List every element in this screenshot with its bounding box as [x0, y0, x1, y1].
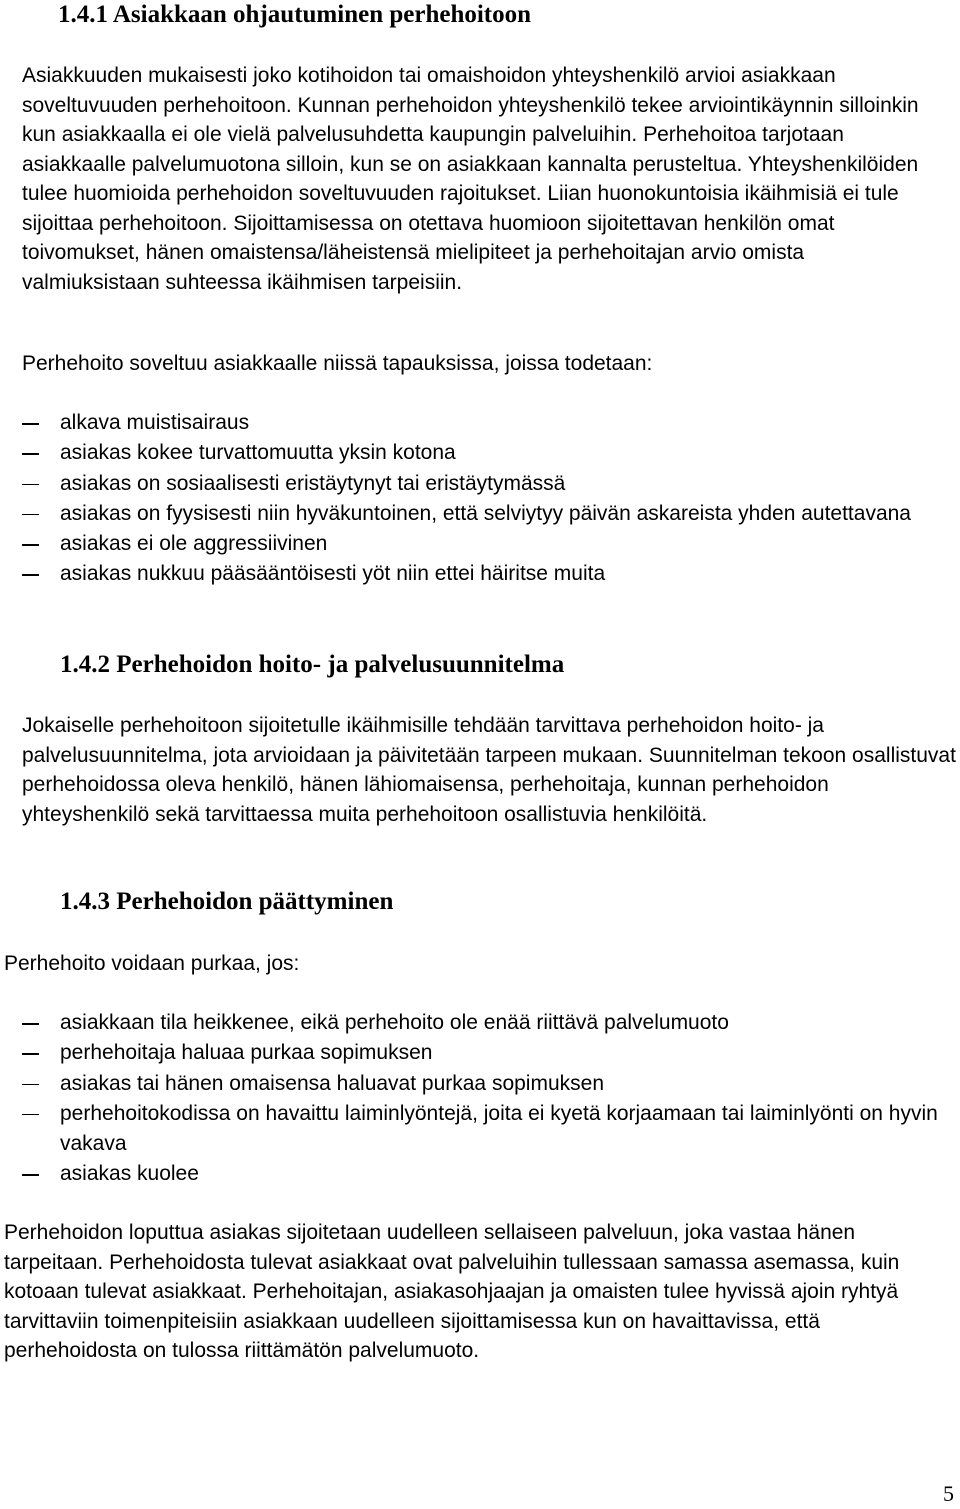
section-heading-1-4-1: 1.4.1 Asiakkaan ohjautuminen perhehoitoon [58, 1, 532, 28]
list-item: asiakas kokee turvattomuutta yksin kotona [22, 438, 952, 468]
list-item: perhehoitaja haluaa purkaa sopimuksen [22, 1038, 952, 1068]
paragraph-after-care: Perhehoidon loputtua asiakas sijoitetaan uudelleen sellaiseen palveluun, joka vastaa hänen tarpeitaan. Perhehoidosta tulevat asiakkaat ovat palveluihin tullessaan samassa asemassa, kuin kotoaan tulevat asiakkaat. Perhehoitajan, asiakasohjaajan ja omaisten tulee hyvissä ajoin ryhtyä tarvittaviin toimenpiteisiin asiakkaan uudelleen sijoittamisessa kun on havaittavissa, että perhehoidosta on tulossa riittämätön palvelumuoto. [4, 1221, 900, 1362]
paragraph-termination-lead: Perhehoito voidaan purkaa, jos: [4, 952, 300, 975]
list-item: asiakas nukkuu pääsääntöisesti yöt niin ettei häiritse muita [22, 559, 952, 589]
list-item: perhehoitokodissa on havaittu laiminlyöntejä, joita ei kyetä korjaamaan tai laiminlyönti on hyvin vakava [22, 1099, 952, 1160]
list-item: alkava muistisairaus [22, 408, 952, 438]
list-item: asiakas kuolee [22, 1159, 952, 1189]
list-item: asiakkaan tila heikkenee, eikä perhehoito ole enää riittävä palvelumuoto [22, 1008, 952, 1038]
list-item: asiakas on fyysisesti niin hyväkuntoinen, että selviytyy päivän askareista yhden autettavana [22, 499, 952, 529]
list-item: asiakas tai hänen omaisensa haluavat purkaa sopimuksen [22, 1069, 952, 1099]
suitability-list [22, 408, 952, 590]
section-heading-1-4-3: 1.4.3 Perhehoidon päättyminen [60, 888, 394, 915]
paragraph-intro: Asiakkuuden mukaisesti joko kotihoidon tai omaishoidon yhteyshenkilö arvioi asiakkaan soveltuvuuden perhehoitoon. Kunnan perhehoidon yhteyshenkilö tekee arviointikäynnin silloinkin kun asiakkaalla ei ole vielä palvelusuhdetta kaupungin palveluihin. Perhehoitoa tarjotaan asiakkaalle palvelumuotona silloin, kun se on asiakkaan kannalta perusteltua. Yhteyshenkilöiden tulee huomioida perhehoidon soveltuvuuden rajoitukset. Liian huonokuntoisia ikäihmisiä ei tule sijoittaa perhehoitoon. Sijoittamisessa on otettava huomioon sijoitettavan henkilön omat toivomukset, hänen omaistensa/läheistensä mielipiteet ja perhehoitajan arvio omista valmiuksistaan suhteessa ikäihmisen tarpeisiin. [22, 64, 919, 294]
termination-list [22, 1008, 952, 1190]
list-item: asiakas ei ole aggressiivinen [22, 529, 952, 559]
section-heading-1-4-2: 1.4.2 Perhehoidon hoito- ja palvelusuunnitelma [60, 651, 565, 678]
paragraph-suitability-lead: Perhehoito soveltuu asiakkaalle niissä tapauksissa, joissa todetaan: [22, 352, 653, 375]
page-number: 5 [943, 1481, 954, 1506]
paragraph-care-plan: Jokaiselle perhehoitoon sijoitetulle ikäihmisille tehdään tarvittava perhehoidon hoito- ja palvelusuunnitelma, jota arvioidaan ja päivitetään tarpeen mukaan. Suunnitelman tekoon osallistuvat perhehoidossa oleva henkilö, hänen lähiomaisensa, perhehoitaja, kunnan perhehoidon yhteyshenkilö sekä tarvittaessa muita perhehoitoon osallistuvia henkilöitä. [22, 714, 956, 826]
list-item: asiakas on sosiaalisesti eristäytynyt tai eristäytymässä [22, 469, 952, 499]
